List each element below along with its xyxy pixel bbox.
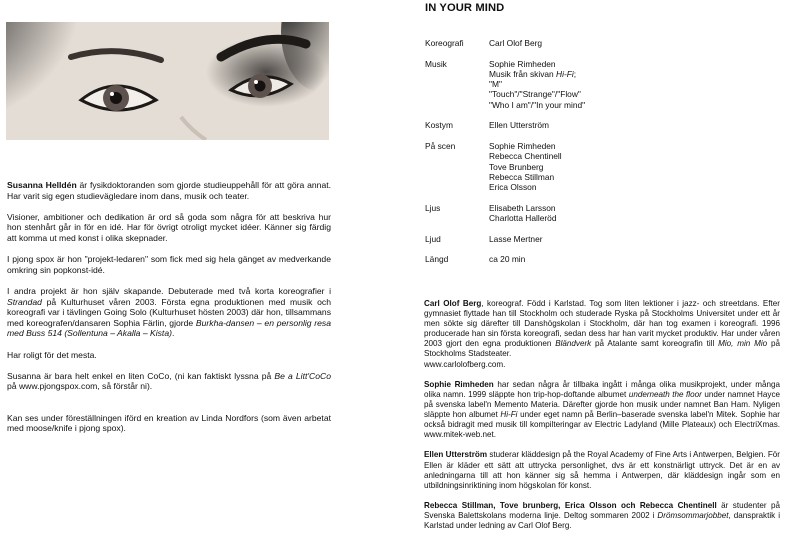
bio-text: på Kulturhuset våren 2003. Första egna produktionen med musik och koreografi var i tävlingen Going Solo (Kulturhuset hösten 2003) där hon, tillsammans med koreografen/dansaren Sophia Färlin, gjorde (7, 296, 331, 328)
credit-role: Kostym (425, 120, 453, 131)
credit-value: Rebecca Stillman (489, 171, 555, 182)
credits-list (425, 38, 585, 275)
bio-text: på Stockholms Stadsteater. (424, 339, 780, 359)
credit-text: Musik från skivan (489, 68, 557, 79)
bio-text: Susanna är bara helt enkel en liten CoCo, (ni kan faktiskt lyssna på (7, 370, 275, 381)
bio-text: under eget namn på Berlin–baserade svenska label'n Mitek. Sophie har också bidragit med musik till kompilteringar av Electric Ladyland (Mille Plateaux) och ElectriXmas. www.mitek-web.net. (424, 410, 780, 440)
credit-role: Ljud (425, 233, 441, 244)
bio-paragraph: Kan ses under föreställningen iförd en kreation av Linda Nordfors (som även arbetat med moose/knife i pjong spox). (7, 412, 331, 434)
work-title: Bländverk (555, 339, 592, 349)
credit-value: Tove Brunberg (489, 161, 544, 172)
portrait-photo (6, 22, 329, 140)
credit-row (425, 120, 585, 130)
bio-paragraph (7, 371, 331, 392)
bio-name: Ellen Utterström (424, 450, 488, 460)
bio-paragraph: I pjong spox är hon "projekt-ledaren" som fick med sig hela gänget av medverkande omkring sin popkonst-idé. (7, 254, 331, 275)
credit-text: ; (573, 68, 577, 79)
credit-value: "Touch"/"Strange"/"Flow" (489, 89, 581, 100)
bio-paragraph: Visioner, ambitioner och dedikation är ord så goda som några för att beskriva hur hon stenhårt går in för en idé. Har för övrigt otroligt mycket idéer. Känner sig färdig att komma ut med konst i olika skepnader. (7, 211, 331, 243)
bio-text: har sedan några år tillbaka ingått i många olika musikprojekt, under många olika namn. 1999 släppte hon trip-hop-doftande albumet (424, 379, 780, 399)
credit-role: Koreografi (425, 38, 464, 48)
credit-value: Sophie Rimheden (489, 140, 556, 151)
credit-value: ca 20 min (489, 254, 526, 265)
work-title: Mio, min Mio (718, 339, 768, 349)
bio-paragraph-berg (424, 299, 780, 370)
credit-role: Längd (425, 254, 449, 265)
susanna-bio (7, 180, 331, 445)
artist-bios (424, 299, 780, 541)
credit-value: Lasse Mertner (489, 233, 543, 244)
credit-row (425, 141, 585, 192)
work-title: Drömsommarjobbet (657, 510, 729, 520)
work-title: Strandad (7, 296, 42, 307)
credit-role: Ljus (425, 202, 441, 213)
credit-row (425, 203, 585, 224)
credit-value: Charlotta Halleröd (489, 213, 557, 224)
credit-value: Carl Olof Berg (489, 38, 543, 48)
page-title: IN YOUR MIND (425, 2, 505, 14)
credit-value: Erica Olsson (489, 182, 537, 193)
credit-value: "M" (489, 79, 502, 90)
bio-text: I andra projekt är hon själv skapande. Debuterade med två korta koreografier i (7, 285, 331, 296)
bio-text: på www.pjongspox.com, så förstår ni). (7, 381, 153, 392)
bio-paragraph-rimheden (424, 380, 780, 441)
credit-value: "Who I am"/"In your mind" (489, 99, 586, 110)
bio-text: under namnet Hayce på svenska label'n Memento Materia. Därefter gjorde hon musik under namnet Ban Ham. Nyligen släppte hon albumet (424, 389, 781, 420)
credit-value: Sophie Rimheden (489, 58, 556, 69)
credit-row (425, 59, 585, 110)
bio-text: . (171, 328, 175, 339)
work-title: Be a Litt'CoCo (274, 370, 331, 381)
portrait-eyes-photo-icon (6, 22, 329, 140)
credit-role: På scen (425, 140, 456, 151)
bio-name: Sophie Rimheden (424, 379, 494, 389)
bio-paragraph-dancers (424, 501, 780, 531)
bio-name: Carl Olof Berg (424, 299, 482, 308)
work-title: Hi-Fi (500, 410, 518, 420)
bio-name: Rebecca Stillman, Tove brunberg, Erica Olsson och Rebecca Chentinell (424, 500, 717, 510)
bio-text: , koreograf. Född i Karlstad. Tog som liten lektioner i jazz- och streetdans. Efter gymnasiet flyttade han till Stockholm och studerade Ryska på Stockholms Universitet under ett år men sökte sig därefter till Danshögskolan i Stockholm, där han tog examen i koreografi. 1996 producerade han sin första koreografi, sedan dess har han varit mycket produktiv. Har under våren 2003 gjort den egna produktionen (424, 299, 780, 349)
work-title: Burkha-dansen – en personlig resa med Buss 514 (Sollentuna – Akalla – Kista) (7, 317, 331, 339)
credit-row (425, 254, 585, 264)
bio-name: Susanna Helldén (7, 180, 77, 190)
credit-value: Rebecca Chentinell (489, 151, 562, 162)
bio-paragraph (7, 180, 331, 201)
credit-role: Musik (425, 58, 447, 69)
bio-text: på Atalante samt koreografin till (591, 339, 719, 349)
credit-value (489, 69, 585, 79)
work-title: underneath the floor (628, 389, 702, 399)
bio-text: är fysikdoktoranden som gjorde studieuppehåll för att göra annat. Har varit sig egen studievägledare inom dans, musik och teater. (7, 180, 331, 201)
album-title: Hi-Fi (556, 68, 574, 79)
credit-row (425, 234, 585, 244)
bio-text: , danspraktik i Karlstad under ledning av Carl Olof Berg. (424, 510, 780, 531)
bio-text: är studenter på Svenska Balettskolans moderna linje. Deltog sommaren 2002 i (424, 500, 780, 520)
bio-paragraph: Har roligt för det mesta. (7, 349, 97, 360)
website-link[interactable]: www.carlolofberg.com. (424, 359, 506, 369)
credit-value: Ellen Utterström (489, 120, 550, 131)
credit-row (425, 38, 585, 48)
credit-value: Elisabeth Larsson (489, 202, 556, 213)
bio-text: studerar kläddesign på the Royal Academy of Fine Arts i Antwerpen, Belgien. För Ellen är kläder ett sätt att uttrycka personlighet, dvs är ett konstnärligt uttryck. Det är en av anledningarna till att hon känner sig så hemma i Antwerpen, där kläddesign ingår som en utbildningsinriktining inom högskolan för konst. (424, 450, 781, 490)
bio-paragraph-utterstrom (424, 450, 780, 490)
bio-paragraph (7, 286, 331, 339)
